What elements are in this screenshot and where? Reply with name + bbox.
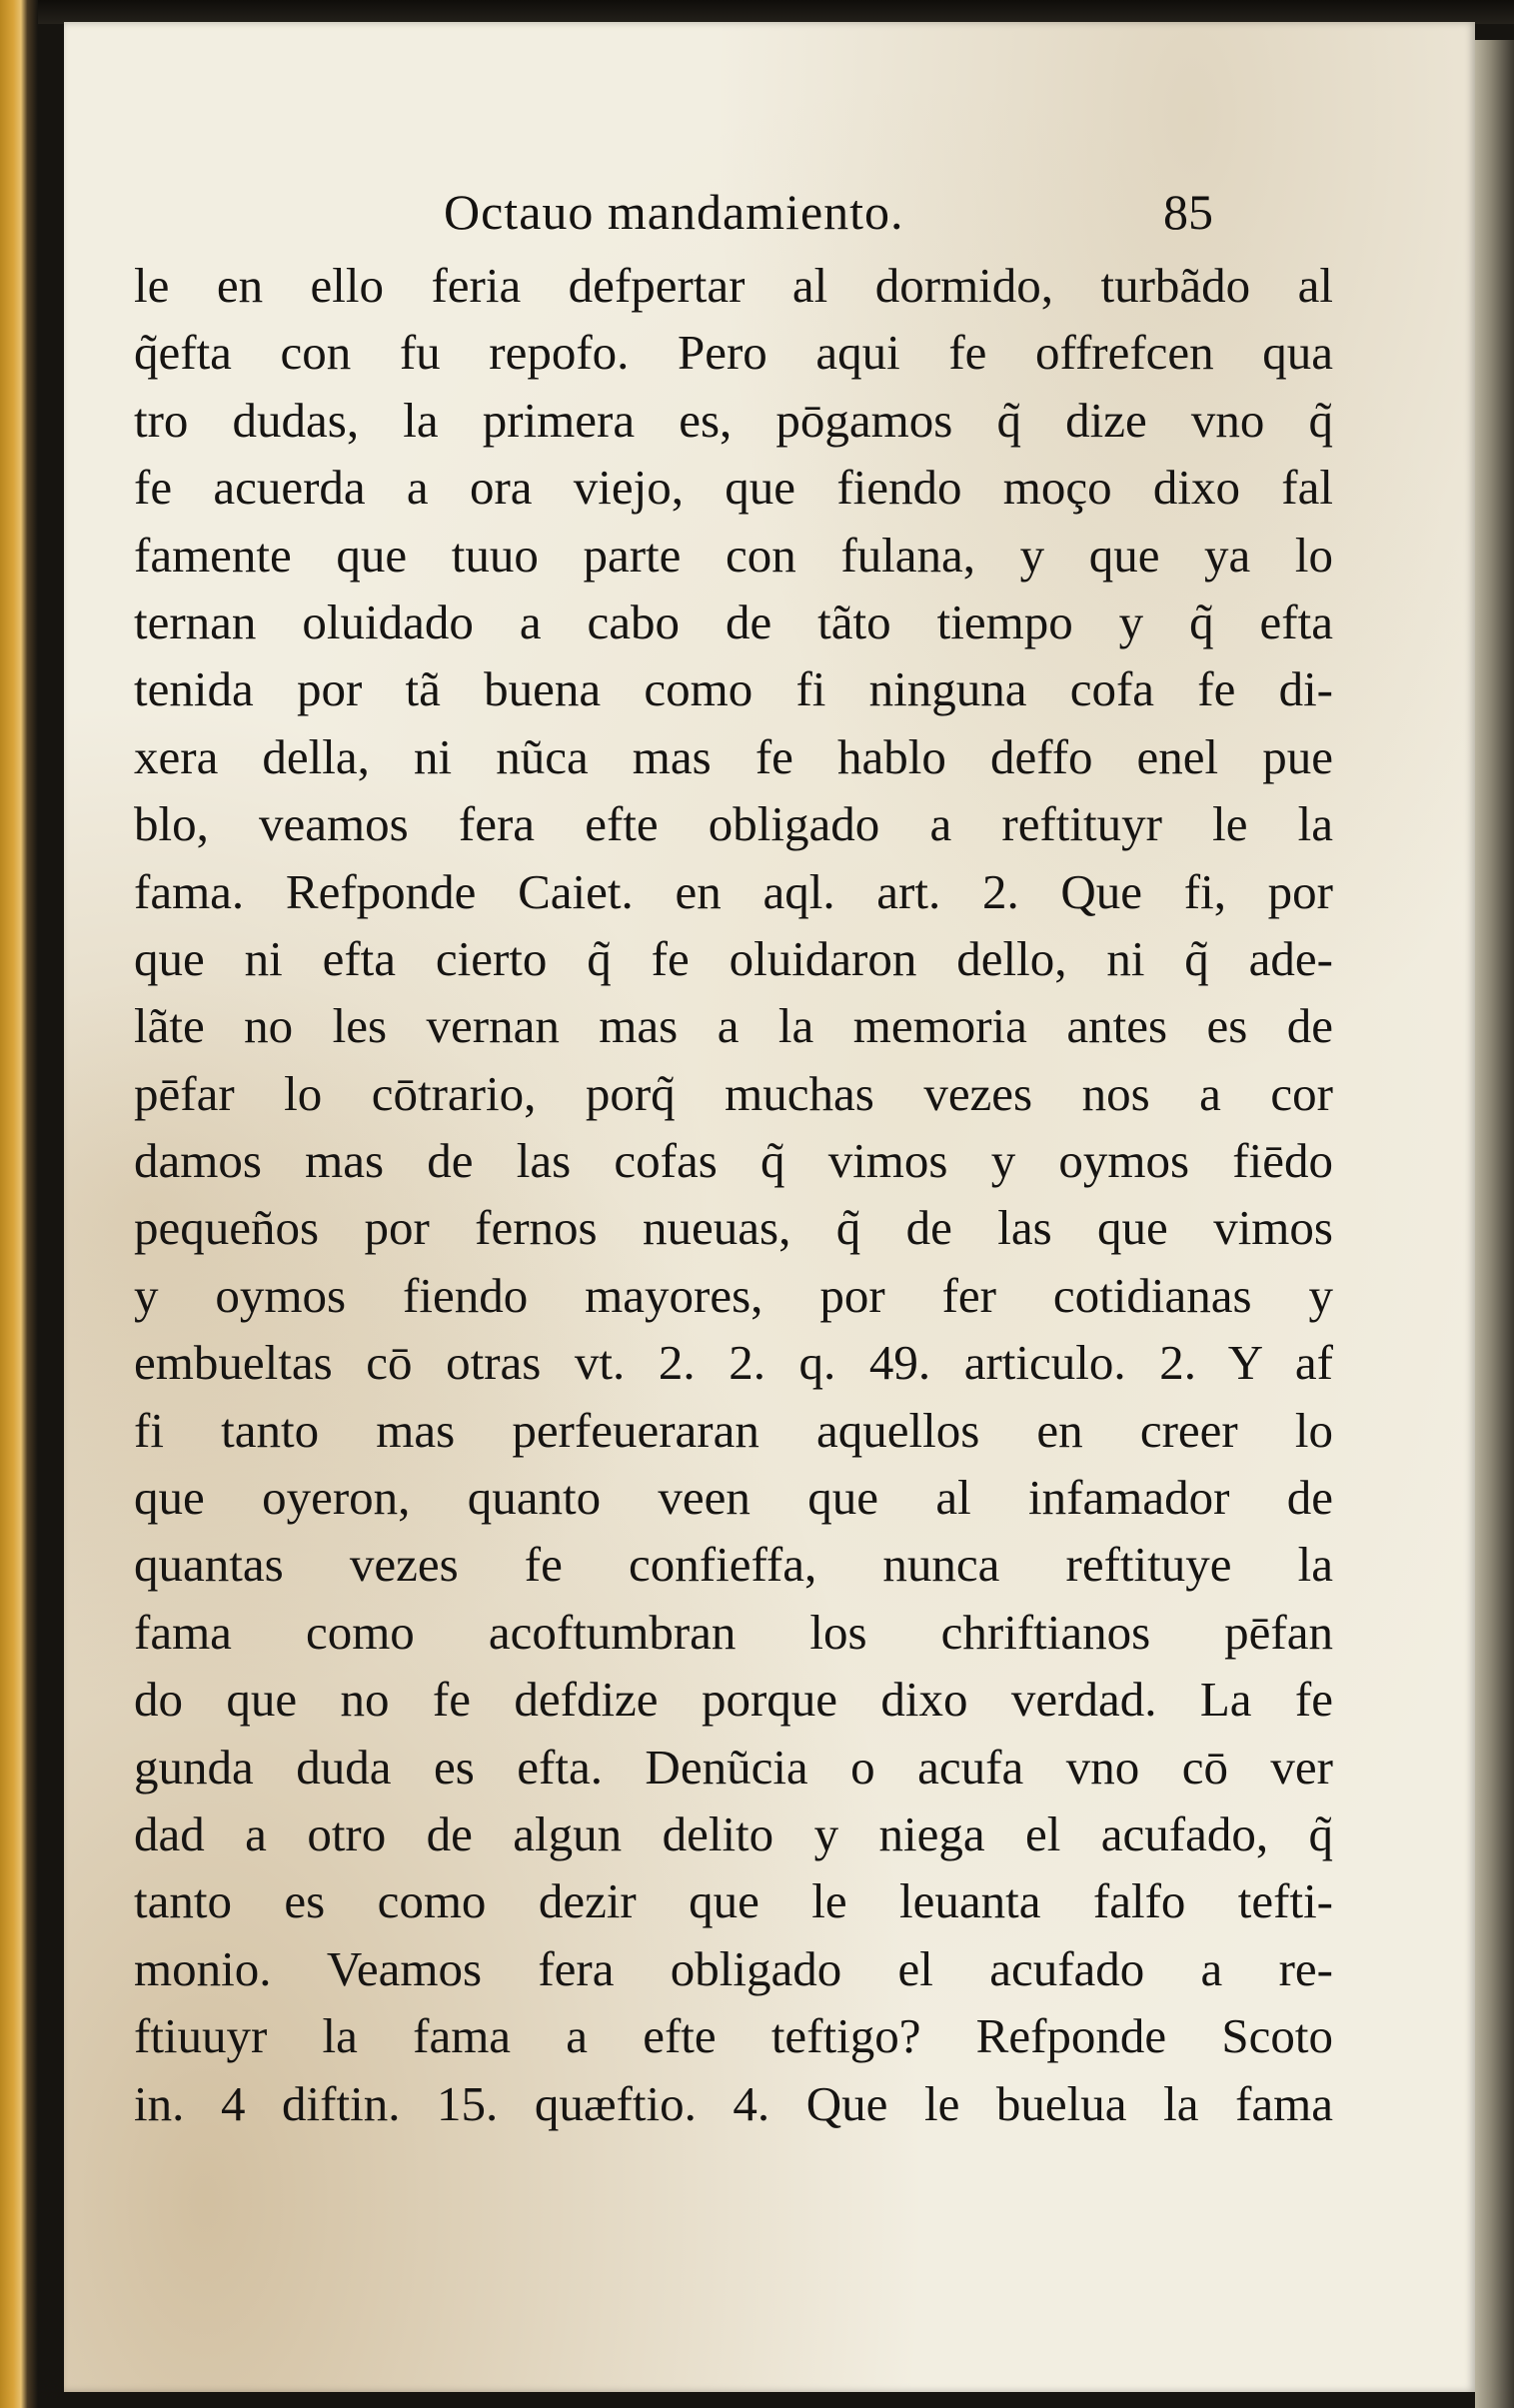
- text-line: monio. Veamos fera obligado el acufado a re-: [134, 1940, 1333, 1996]
- text-line: damos mas de las cofas q̃ vimos y oymos fiēdo: [134, 1133, 1333, 1189]
- text-line: pequeños por fernos nueuas, q̃ de las que vimos: [134, 1200, 1333, 1256]
- text-line: que oyeron, quanto veen que al infamador de: [134, 1470, 1333, 1526]
- body-text: [134, 252, 1333, 2137]
- book-top-edge: [0, 0, 1514, 24]
- text-line: le en ello feria defpertar al dormido, turbãdo al: [134, 258, 1333, 313]
- page-stack-edge: [1475, 40, 1514, 2408]
- page-number: 85: [1163, 184, 1213, 240]
- text-line: y oymos fiendo mayores, por fer cotidianas y: [134, 1267, 1333, 1323]
- text-line: que ni efta cierto q̃ fe oluidaron dello, ni q̃ ade-: [134, 930, 1333, 986]
- text-line: do que no fe defdize porque dixo verdad. La fe: [134, 1672, 1333, 1728]
- text-line: embueltas cō otras vt. 2. 2. q. 49. articulo. 2. Y af: [134, 1335, 1333, 1391]
- book-page: [64, 22, 1475, 2392]
- text-line: fama como acoftumbran los chriftianos pēfan: [134, 1604, 1333, 1660]
- text-line: q̃efta con fu repofo. Pero aqui fe offrefcen qua: [134, 325, 1333, 381]
- facing-page-sliver: [0, 0, 38, 2408]
- text-line: quantas vezes fe confieffa, nunca reftituye la: [134, 1537, 1333, 1593]
- running-title: Octauo mandamiento.: [444, 184, 904, 240]
- text-line: xera della, ni nũca mas fe hablo deffo enel pue: [134, 728, 1333, 784]
- text-line: dad a otro de algun delito y niega el acufado, q̃: [134, 1806, 1333, 1861]
- text-line: pēfar lo cōtrario, porq̃ muchas vezes nos a cor: [134, 1065, 1333, 1121]
- running-head: [64, 182, 1475, 242]
- text-line: fama. Refponde Caiet. en aql. art. 2. Que fi, por: [134, 863, 1333, 919]
- text-line: fi tanto mas perfeueraran aquellos en creer lo: [134, 1402, 1333, 1458]
- text-line: famente que tuuo parte con fulana, y que ya lo: [134, 527, 1333, 583]
- text-line: tanto es como dezir que le leuanta falfo tefti-: [134, 1873, 1333, 1929]
- text-line: ternan oluidado a cabo de tãto tiempo y q̃ efta: [134, 594, 1333, 649]
- text-line: tenida por tã buena como fi ninguna cofa fe di-: [134, 661, 1333, 717]
- text-line: lãte no les vernan mas a la memoria antes es de: [134, 998, 1333, 1054]
- text-line: fe acuerda a ora viejo, que fiendo moço dixo fal: [134, 460, 1333, 516]
- text-line: blo, veamos fera efte obligado a reftituyr le la: [134, 796, 1333, 852]
- text-line: gunda duda es efta. Denũcia o acufa vno cō ver: [134, 1739, 1333, 1795]
- text-line: ftiuuyr la fama a efte teftigo? Refponde Scoto: [134, 2008, 1333, 2064]
- text-line: tro dudas, la primera es, pōgamos q̃ dize vno q̃: [134, 392, 1333, 448]
- text-line: in. 4 diftin. 15. quæftio. 4. Que le buelua la fama: [134, 2075, 1333, 2131]
